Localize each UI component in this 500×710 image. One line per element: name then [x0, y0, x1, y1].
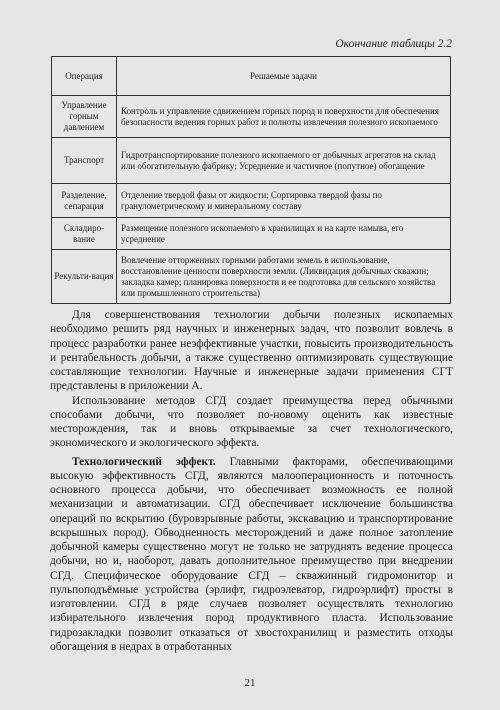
- paragraph: [50, 308, 453, 394]
- table-row: [52, 184, 451, 218]
- operation-cell: Рекульти-вация: [52, 250, 117, 304]
- paragraph: [50, 455, 453, 655]
- tasks-cell: Размещение полезного ископаемого в хранилищах и на карте намыва, его усреднение: [117, 218, 451, 250]
- operation-cell: Транспорт: [52, 138, 117, 184]
- paragraph-text: Для совершенствования технологии добычи полезных ископаемых необходимо решить ряд научных и инженерных задач, что позволит вовлечь в процесс разработки ранее неэффективные участки, повысить производительность и рентабельность добычи, а также существенно оптимизировать существующие составляющие технологии. Научные и инженерные задачи применения СГТ представлены в приложении А.: [50, 309, 453, 393]
- table-row: [52, 138, 451, 184]
- header-operation: Операция: [52, 57, 117, 96]
- tasks-cell: Вовлечение отторженных горными работами земель в использование, восстановление ценности поверхности земли. (Ликвидация добычных скважин; закладка камер; планировка поверхности и ее подготовка для сельского хозяйства или промышленного строительства): [117, 250, 451, 304]
- body-text: [50, 308, 453, 654]
- paragraph: [50, 394, 453, 451]
- paragraph-heading: Технологический эффект.: [72, 455, 216, 468]
- tasks-cell: Контроль и управление сдвижением горных пород и поверхности для обеспечения безопасности ведения горных работ и полноты извлечения полезного ископаемого: [117, 96, 451, 138]
- header-tasks: Решаемые задачи: [117, 57, 451, 96]
- operation-cell: Управление горным давлением: [52, 96, 117, 138]
- tasks-cell: Гидротранспортирование полезного ископаемого от добычных агрегатов на склад или обогатительную фабрику; Усреднение и частичное (попутное) обогащение: [117, 138, 451, 184]
- table-caption: Окончание таблицы 2.2: [335, 38, 452, 50]
- table-row: [52, 96, 451, 138]
- tasks-table: [51, 56, 451, 304]
- operation-cell: Разделение, сепарация: [52, 184, 117, 218]
- paragraph-text: Использование методов СГД создает преимущества перед обычными способами добычи, что позволяет по-новому оценить как известные месторождения, так и вновь открываемые за счет технологического, экономического и экологического эффекта.: [50, 394, 453, 450]
- page-number: 21: [244, 677, 256, 689]
- table-row: [52, 218, 451, 250]
- operation-cell: Складиро-вание: [52, 218, 117, 250]
- table-header-row: [52, 57, 451, 96]
- paragraph-text: Главными факторами, обеспечивающими высокую эффективность СГД, являются малооперационность и поточность основного процесса добычи, что обеспечивает возможность ее полной механизации и автоматизации. СГД обеспечивает исключение большинства операций по вскрытию (буровзрывные работы, экскавацию и транспортирование вскрышных пород). Обводненность месторождений и даже полное затопление добычной камеры существенно могут не только не затруднять ведение процесса добычи, но и, наоборот, давать дополнительное преимущество при внедрении СГД. Специфическое оборудование СГД – скважинный гидромонитор и пульпоподъёмные устройства (эрлифт, гидроэлеватор, гидроэрлифт) просты в изготовлении. СГД в ряде случаев позволяет осуществлять технологию избирательного извлечения пород продуктивного пласта. Использование гидрозакладки позволит отказаться от хвостохранилищ и разместить отходы обогащения в недрах в отработанных: [50, 455, 453, 653]
- table-row: [52, 250, 451, 304]
- tasks-cell: Отделение твердой фазы от жидкости; Сортировка твердой фазы по гранулометрическому и минеральному составу: [117, 184, 451, 218]
